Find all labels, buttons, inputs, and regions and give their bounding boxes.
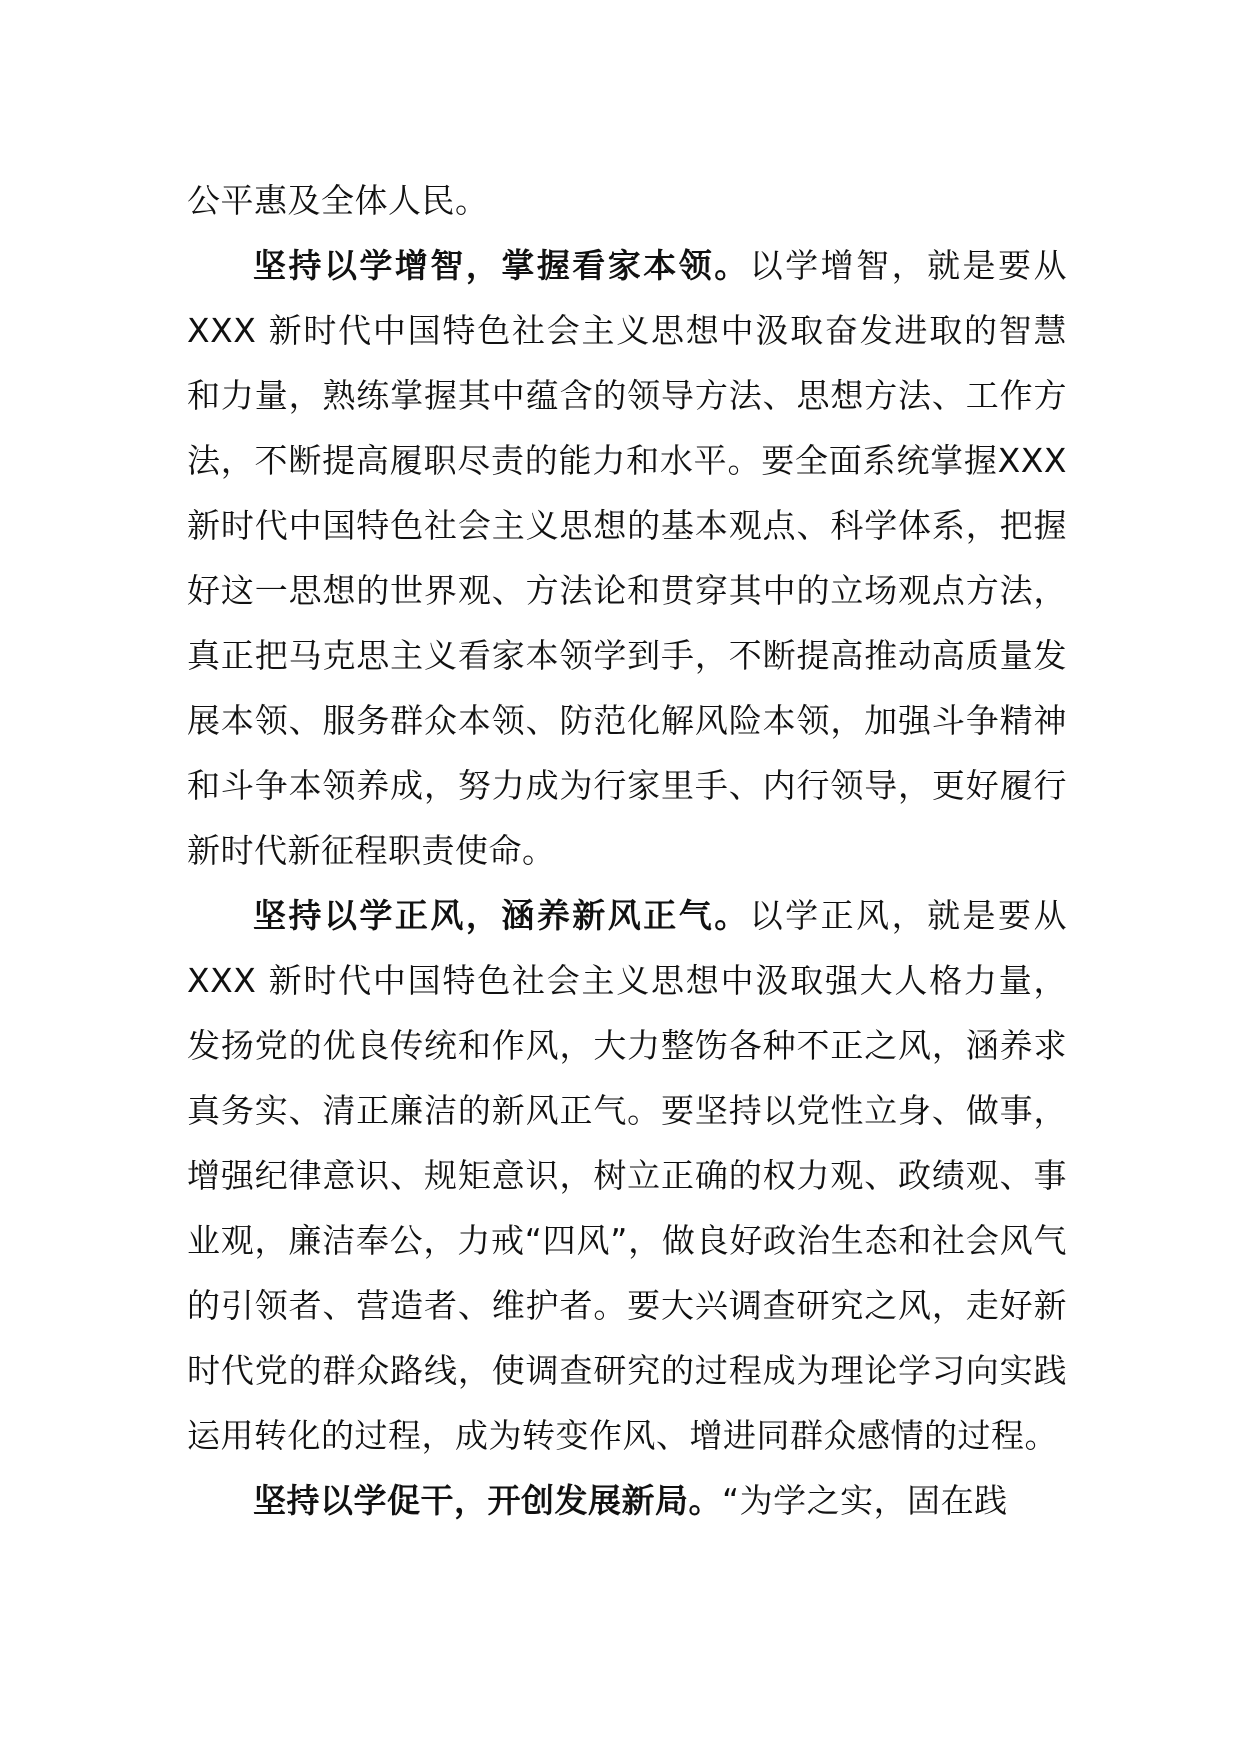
paragraph-text: 公平惠及全体人民。	[187, 181, 489, 220]
paragraph-continuation	[187, 168, 1067, 233]
paragraph-text: “为学之实，固在践	[722, 1481, 1008, 1520]
paragraph-learning-style	[187, 883, 1067, 1468]
paragraph-lead-heading: 坚持以学促干，开创发展新局。	[253, 1481, 722, 1520]
paragraph-learning-wisdom	[187, 233, 1067, 883]
document-body	[187, 168, 1067, 1533]
paragraph-text: 以学增智，就是要从XXX 新时代中国特色社会主义思想中汲取奋发进取的智慧和力量，熟练掌握其中蕴含的领导方法、思想方法、工作方法，不断提高履职尽责的能力和水平。要全面系统掌握XXX 新时代中国特色社会主义思想的基本观点、科学体系，把握好这一思想的世界观、方法论和贯穿其中的立场观点方法，真正把马克思主义看家本领学到手，不断提高推动高质量发展本领、服务群众本领、防范化解风险本领，加强斗争精神和斗争本领养成，努力成为行家里手、内行领导，更好履行新时代新征程职责使命。	[187, 246, 1068, 870]
paragraph-lead-heading: 坚持以学增智，掌握看家本领。	[253, 246, 750, 285]
paragraph-lead-heading: 坚持以学正风，涵养新风正气。	[253, 896, 750, 935]
paragraph-learning-action	[187, 1468, 1067, 1533]
paragraph-text: 以学正风，就是要从XXX 新时代中国特色社会主义思想中汲取强大人格力量，发扬党的优良传统和作风，大力整饬各种不正之风，涵养求真务实、清正廉洁的新风正气。要坚持以党性立身、做事，增强纪律意识、规矩意识，树立正确的权力观、政绩观、事业观，廉洁奉公，力戒“四风”，做良好政治生态和社会风气的引领者、营造者、维护者。要大兴调查研究之风，走好新时代党的群众路线，使调查研究的过程成为理论学习向实践运用转化的过程，成为转变作风、增进同群众感情的过程。	[187, 896, 1068, 1455]
